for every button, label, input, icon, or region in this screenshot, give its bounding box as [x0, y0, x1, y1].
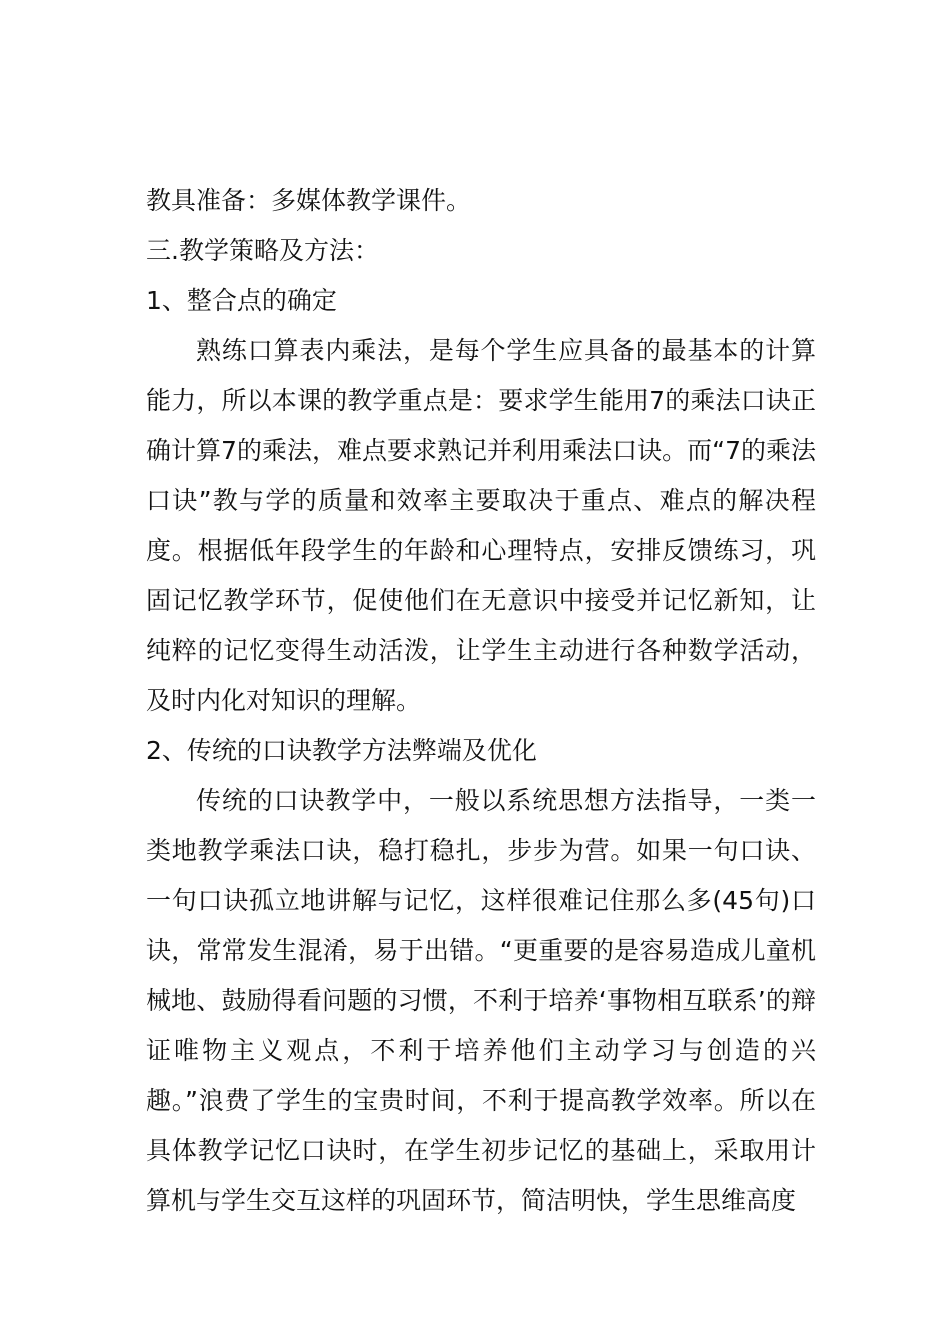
section-three-heading: 三.教学策略及方法： [146, 236, 379, 265]
paragraph-integration-point: 熟练口算表内乘法，是每个学生应具备的最基本的计算能力，所以本课的教学重点是：要求学生能用7的乘法口诀正确计算7的乘法，难点要求熟记并利用乘法口诀。而“7的乘法口诀”教与学的质量和效率主要取决于重点、难点的解决程度。根据低年段学生的年龄和心理特点，安排反馈练习，巩固记忆教学环节，促使他们在无意识中接受并记忆新知，让纯粹的记忆变得生动活泼，让学生主动进行各种数学活动，及时内化对知识的理解。 [146, 336, 816, 715]
subsection-two-heading: 2、传统的口诀教学方法弊端及优化 [146, 736, 537, 765]
teaching-aids-line: 教具准备：多媒体教学课件。 [146, 186, 472, 215]
paragraph-traditional-method: 传统的口诀教学中，一般以系统思想方法指导，一类一类地教学乘法口诀，稳打稳扎，步步为营。如果一句口诀、一句口诀孤立地讲解与记忆，这样很难记住那么多(45句)口诀，常常发生混淆，易于出错。“更重要的是容易造成儿童机械地、鼓励得看问题的习惯，不利于培养‘事物相互联系’的辩证唯物主义观点，不利于培养他们主动学习与创造的兴趣。”浪费了学生的宝贵时间，不利于提高教学效率。所以在具体教学记忆口诀时，在学生初步记忆的基础上，采取用计算机与学生交互这样的巩固环节，简洁明快，学生思维高度 [146, 786, 816, 1215]
subsection-one-heading: 1、整合点的确定 [146, 286, 337, 315]
document-body [146, 176, 816, 1226]
